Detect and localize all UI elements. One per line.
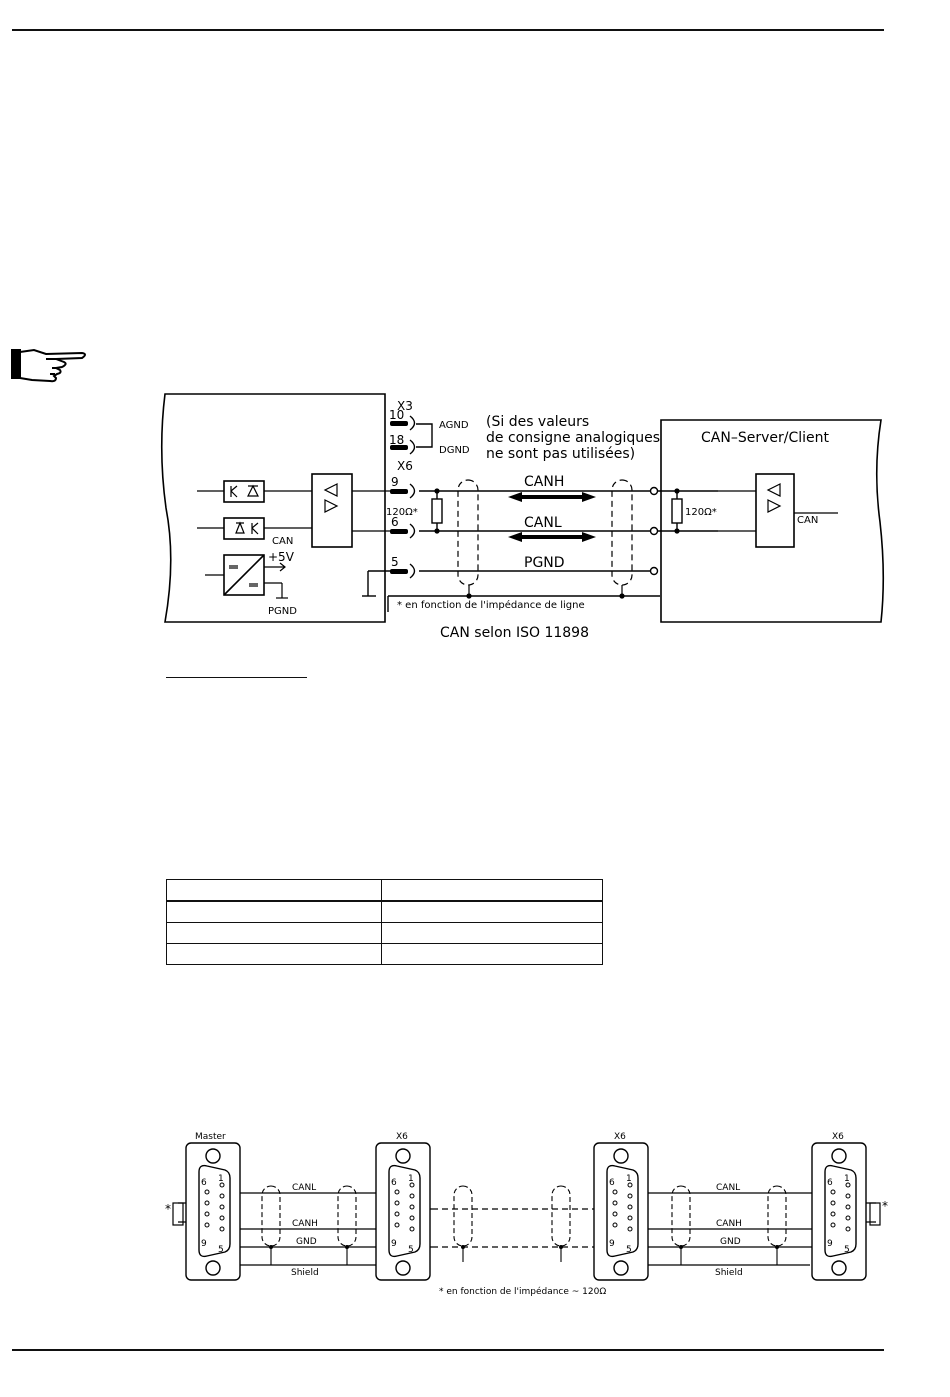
x6-connector-1 — [376, 1143, 430, 1280]
main-footnote: * en fonction de l'impédance de ligne — [397, 600, 585, 611]
shield-right-label: Shield — [715, 1268, 743, 1278]
pin-number: 9 — [609, 1239, 615, 1249]
x6-connector-3 — [812, 1143, 866, 1280]
canl-right-label: CANL — [716, 1183, 741, 1193]
can-left-label: CAN — [272, 536, 294, 547]
pgnd-signal-label: PGND — [524, 555, 565, 571]
star-left: * — [165, 1202, 171, 1216]
resistor-left-label: 120Ω* — [386, 507, 418, 518]
pin-number: 5 — [218, 1245, 224, 1255]
x6-label-3: X6 — [832, 1132, 844, 1142]
note-line-1: (Si des valeurs — [486, 414, 590, 430]
canh-label: CANH — [524, 474, 565, 490]
master-label: Master — [195, 1132, 226, 1142]
pin-18-label: 18 — [389, 433, 405, 447]
shield-left-label: Shield — [291, 1268, 319, 1278]
pin-number: 9 — [391, 1239, 397, 1249]
bus-footnote: * en fonction de l'impédance ~ 120Ω — [439, 1287, 607, 1297]
plus5v-label: +5V — [268, 550, 294, 564]
pin-number: 6 — [609, 1178, 615, 1188]
pgnd-left-label: PGND — [268, 606, 297, 617]
gnd-right-label: GND — [720, 1237, 741, 1247]
pin-number: 9 — [827, 1239, 833, 1249]
resistor-right-label: 120Ω* — [685, 507, 717, 518]
pin-number: 6 — [201, 1178, 207, 1188]
canl-label: CANL — [524, 515, 562, 531]
pin-9-label: 9 — [391, 475, 399, 489]
can-right-label: CAN — [797, 515, 819, 526]
note-line-3: ne sont pas utilisées) — [486, 446, 636, 462]
gnd-left-label: GND — [296, 1237, 317, 1247]
agnd-label: AGND — [439, 420, 469, 431]
star-right: * — [882, 1199, 888, 1213]
pin-6-label: 6 — [391, 515, 399, 529]
pin-number: 1 — [844, 1174, 850, 1184]
x6-label-2: X6 — [614, 1132, 626, 1142]
x6-label: X6 — [397, 459, 413, 473]
note-line-2: de consigne analogiques — [486, 430, 661, 446]
pin-5-label: 5 — [391, 555, 399, 569]
x6-connector-2 — [594, 1143, 648, 1280]
dgnd-label: DGND — [439, 445, 470, 456]
pin-number: 5 — [844, 1245, 850, 1255]
pin-number: 1 — [218, 1174, 224, 1184]
pin-number: 5 — [626, 1245, 632, 1255]
pin-number: 1 — [408, 1174, 414, 1184]
pin-number: 1 — [626, 1174, 632, 1184]
pin-number: 6 — [827, 1178, 833, 1188]
pin-number: 6 — [391, 1178, 397, 1188]
canh-right-label: CANH — [716, 1219, 742, 1229]
canh-left-label: CANH — [292, 1219, 318, 1229]
pin-10-label: 10 — [389, 408, 405, 422]
canl-left-label: CANL — [292, 1183, 317, 1193]
x6-label-1: X6 — [396, 1132, 408, 1142]
main-caption: CAN selon ISO 11898 — [440, 625, 589, 641]
server-title: CAN–Server/Client — [701, 430, 829, 446]
master-connector — [186, 1143, 240, 1280]
pin-number: 5 — [408, 1245, 414, 1255]
pin-number: 9 — [201, 1239, 207, 1249]
x3-label: X3 — [397, 399, 413, 413]
